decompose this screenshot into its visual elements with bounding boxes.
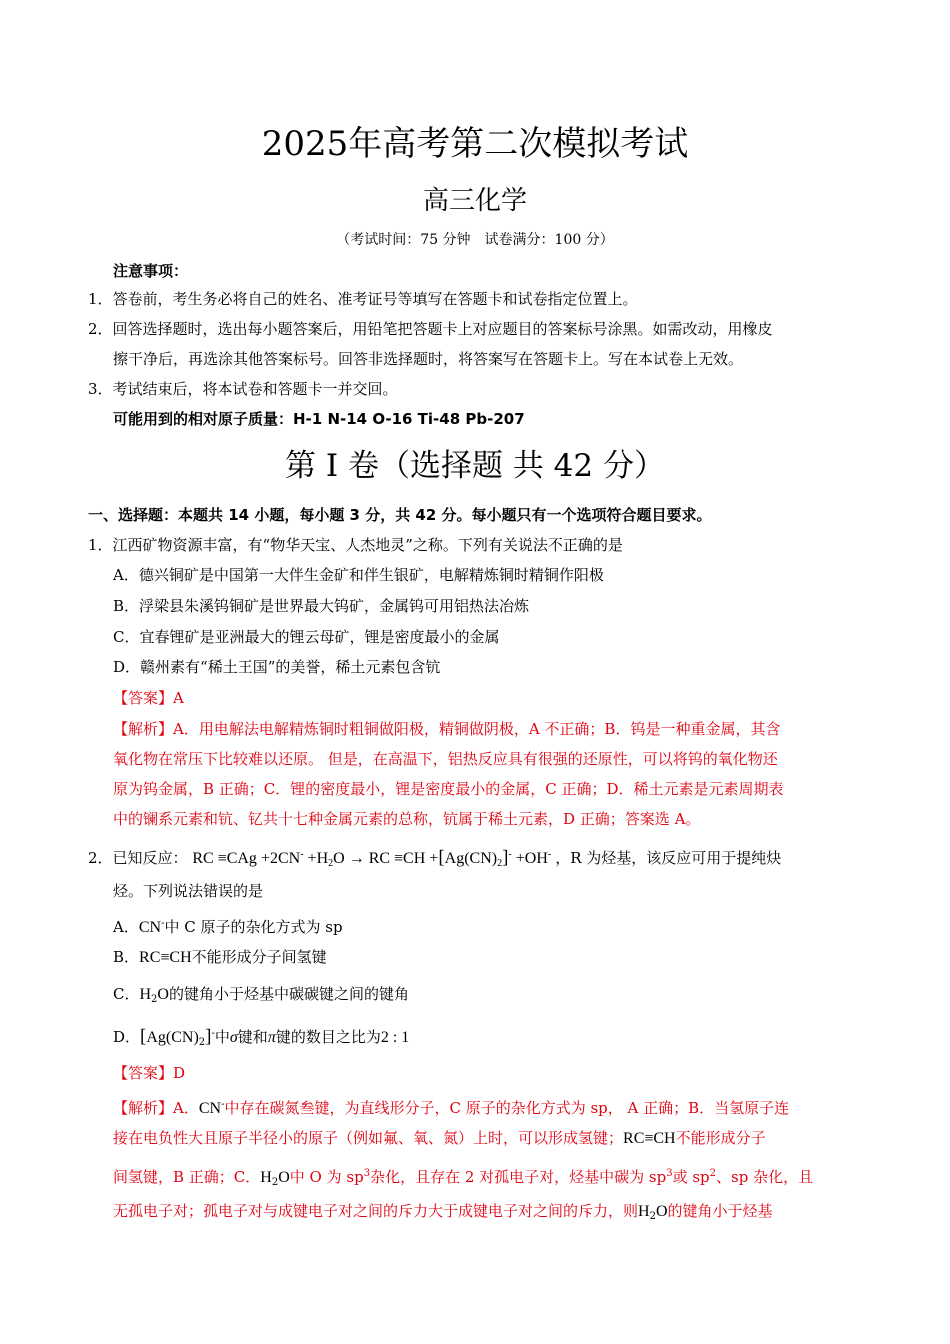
q1-option-a: A．德兴铜矿是中国第一大伴生金矿和伴生银矿，电解精炼铜时精铜作阳极 — [113, 566, 604, 584]
q2-option-c-o: O — [157, 986, 169, 1003]
q2-option-b-prefix: B． — [113, 948, 140, 966]
q2-an1-charge: - — [221, 1099, 225, 1110]
q2-option-a-text: 中 C 原子的杂化方式为 sp — [164, 918, 343, 936]
q2-an1-b: 中存在碳氮叁键，为直线形分子，C 原子的杂化方式为 sp， A 正确；B．当氢原子连 — [224, 1099, 790, 1117]
q2-analysis-line-3 — [113, 1163, 813, 1194]
notice-item-3-text: 考试结束后，将本试卷和答题卡一并交回。 — [112, 380, 398, 398]
q2-an1-a: 【解析】A． — [113, 1099, 199, 1117]
notice-item-2-text: 回答选择题时，选出每小题答案后，用铅笔把答题卡上对应题目的答案标号涂黑。如需改动，用橡皮 — [112, 320, 773, 338]
q2-option-d-prefix: D． — [113, 1028, 141, 1046]
q2-stem-line-2: 烃。下列说法错误的是 — [113, 882, 264, 900]
q2-an3-b: 中 O 为 sp — [289, 1168, 364, 1186]
notice-item-2-cont: 擦干净后，再选涂其他答案标号。回答非选择题时，将答案写在答题卡上。写在本试卷上无效。 — [113, 350, 744, 368]
q2-an3-sup2: 3 — [666, 1168, 673, 1179]
q1-option-d: D．赣州素有“稀土王国”的美誉，稀土元素包含钪 — [113, 658, 441, 676]
notice-item-3 — [88, 378, 398, 400]
notice-item-2 — [88, 318, 773, 340]
eq-ag-sub: 2 — [497, 858, 503, 869]
q2-option-d-text-2: 键和 — [237, 1028, 268, 1046]
q2-option-d-text-1: 中 — [214, 1028, 230, 1046]
q2-an3-h: H — [260, 1169, 272, 1186]
q2-option-c-text: 的键角小于烃基中碳碳键之间的键角 — [168, 985, 409, 1003]
exam-subject: 高三化学 — [422, 186, 527, 216]
q2-option-b-formula: RC≡CH — [139, 949, 192, 966]
exam-title: 2025年高考第二次模拟考试 — [261, 124, 689, 164]
eq-h-sub: 2 — [328, 858, 334, 869]
eq-rc: RC — [192, 850, 214, 867]
q2-option-d-sigma: σ — [229, 1029, 238, 1046]
q2-an3-e: 、sp 杂化，且 — [716, 1168, 814, 1186]
q2-an3-a: 间氢键，B 正确；C． — [113, 1168, 261, 1186]
atomic-mass-line: 可能用到的相对原子质量：H-1 N-14 O-16 Ti-48 Pb-207 — [113, 410, 525, 428]
q2-an3-sup1: 3 — [363, 1168, 371, 1179]
q2-an3-c: 杂化，且存在 2 对孤电子对，烃基中碳为 sp — [370, 1168, 667, 1186]
eq-arrow: → — [348, 850, 365, 867]
notice-heading: 注意事项： — [113, 262, 189, 280]
q1-answer: 【答案】A — [113, 689, 184, 707]
section-heading: 一、选择题：本题共 14 小题，每小题 3 分，共 42 分。每小题只有一个选项符合题目要求。 — [88, 506, 712, 524]
q2-an4-a: 无孤电子对；孤电子对与成键电子对之间的斥力大于成键电子对之间的斥力，则 — [113, 1202, 639, 1220]
q1-analysis-line-1: 【解析】A．用电解法电解精炼铜时粗铜做阳极，精铜做阴极，A 不正确；B．钨是一种重金属，其含 — [113, 720, 781, 738]
eq-plus-2: + — [307, 850, 317, 867]
q2-an3-sup3: 2 — [709, 1168, 717, 1179]
notice-item-1 — [88, 288, 638, 310]
q2-an3-o: O — [278, 1169, 290, 1186]
q2-an4-o: O — [655, 1203, 668, 1220]
exam-time-info: （考试时间：75 分钟 试卷满分：100 分） — [336, 232, 614, 248]
q2-option-d-formula: Ag(CN) — [146, 1029, 199, 1046]
q2-stem-suffix: ，R 为烃基，该反应可用于提纯炔 — [555, 849, 782, 867]
notice-item-3-num: 3． — [88, 380, 113, 398]
eq-cn-charge: - — [300, 849, 304, 860]
eq-h: H — [316, 850, 329, 867]
q2-option-c-sub: 2 — [151, 994, 158, 1005]
q2-option-d-text-3: 键的数目之比为 — [275, 1028, 381, 1046]
q2-option-d-ratio: 2 : 1 — [380, 1029, 410, 1046]
q1-analysis-line-4: 中的镧系元素和钪、钇共十七种金属元素的总称，钪属于稀土元素，D 正确；答案选 A。 — [113, 810, 701, 828]
q2-stem-prefix: 2．已知反应： — [88, 849, 188, 867]
q2-option-b-text: 不能形成分子间氢键 — [191, 948, 327, 966]
q2-an4-sub: 2 — [649, 1211, 656, 1222]
q2-an2-b: 不能形成分子 — [675, 1129, 766, 1147]
q1-analysis-line-3: 原为钨金属，B 正确；C．锂的密度最小，锂是密度最小的金属，C 正确；D．稀土元素是元素周期表 — [113, 780, 784, 798]
q2-analysis-line-4 — [113, 1200, 773, 1228]
part1-title: 第 I 卷（选择题 共 42 分） — [285, 448, 665, 484]
q2-answer: 【答案】D — [113, 1064, 186, 1082]
notice-item-1-text: 答卷前，考生务必将自己的姓名、准考证号等填写在答题卡和试卷指定位置上。 — [112, 290, 638, 308]
q1-option-c: C．宜春锂矿是亚洲最大的锂云母矿，锂是密度最小的金属 — [113, 628, 500, 646]
q2-option-d: D．$[Ag(CN)_2]^-$中σ键和π键的数目之比为2 : 1 — [113, 1026, 410, 1048]
q2-option-a-charge: - — [161, 918, 165, 929]
eq-ag-charge: - — [508, 849, 512, 860]
q2-an3-sub: 2 — [271, 1177, 279, 1188]
q2-option-c-h: H — [139, 986, 152, 1003]
q2-option-d-charge: - — [211, 1028, 215, 1039]
q2-an1-cn: CN — [198, 1100, 222, 1117]
q2-option-b — [113, 946, 327, 969]
eq-ch: ≡CH — [394, 850, 426, 867]
q2-equation: RC $\equiv CAg +2CN^- +H_2O$ → RC $\equiv CH +[Ag(CN)_2]^- +OH^-$ — [192, 847, 552, 869]
q2-an4-h: H — [638, 1203, 650, 1220]
q2-option-a-prefix: A． — [113, 918, 139, 936]
q2-an4-b: 的键角小于烃基 — [667, 1202, 773, 1220]
q2-option-a-formula: CN — [138, 919, 162, 936]
q1-stem: 1．江西矿物资源丰富，有“物华天宝、人杰地灵”之称。下列有关说法不正确的是 — [88, 536, 623, 554]
q2-an3-d: 或 sp — [672, 1168, 710, 1186]
q2-option-c — [113, 983, 409, 1011]
q2-an2-formula: RC≡CH — [623, 1130, 676, 1147]
eq-oh: OH — [524, 850, 548, 867]
eq-plus-1: + — [260, 850, 270, 867]
q2-option-d-sub: 2 — [198, 1037, 206, 1048]
q2-option-d-pi: π — [267, 1029, 276, 1046]
eq-oh-charge: - — [547, 849, 552, 860]
q2-analysis-line-2 — [113, 1127, 766, 1150]
q2-an2-a: 接在电负性大且原子半径小的原子（例如氟、氧、氮）上时，可以形成氢键； — [113, 1129, 624, 1147]
eq-2cn: 2CN — [269, 850, 301, 867]
notice-item-2-num: 2． — [88, 320, 113, 338]
q2-analysis-line-1 — [113, 1094, 789, 1120]
q2-option-c-prefix: C． — [113, 985, 140, 1003]
notice-item-1-num: 1． — [88, 290, 113, 308]
eq-ag-cn: Ag(CN) — [444, 850, 498, 867]
q2-option-a — [113, 913, 343, 939]
eq-plus-4: + — [515, 850, 525, 867]
eq-rc-2: RC — [368, 850, 391, 867]
q2-stem — [88, 844, 781, 875]
eq-cag: ≡CAg — [217, 850, 257, 867]
eq-plus-3: + — [429, 850, 439, 867]
q1-option-b: B．浮梁县朱溪钨铜矿是世界最大钨矿，金属钨可用铝热法冶炼 — [113, 597, 530, 615]
eq-o: O — [333, 850, 345, 867]
q1-analysis-line-2: 氧化物在常压下比较难以还原。 但是，在高温下，铝热反应具有很强的还原性，可以将钨的氧化物还 — [113, 750, 778, 768]
